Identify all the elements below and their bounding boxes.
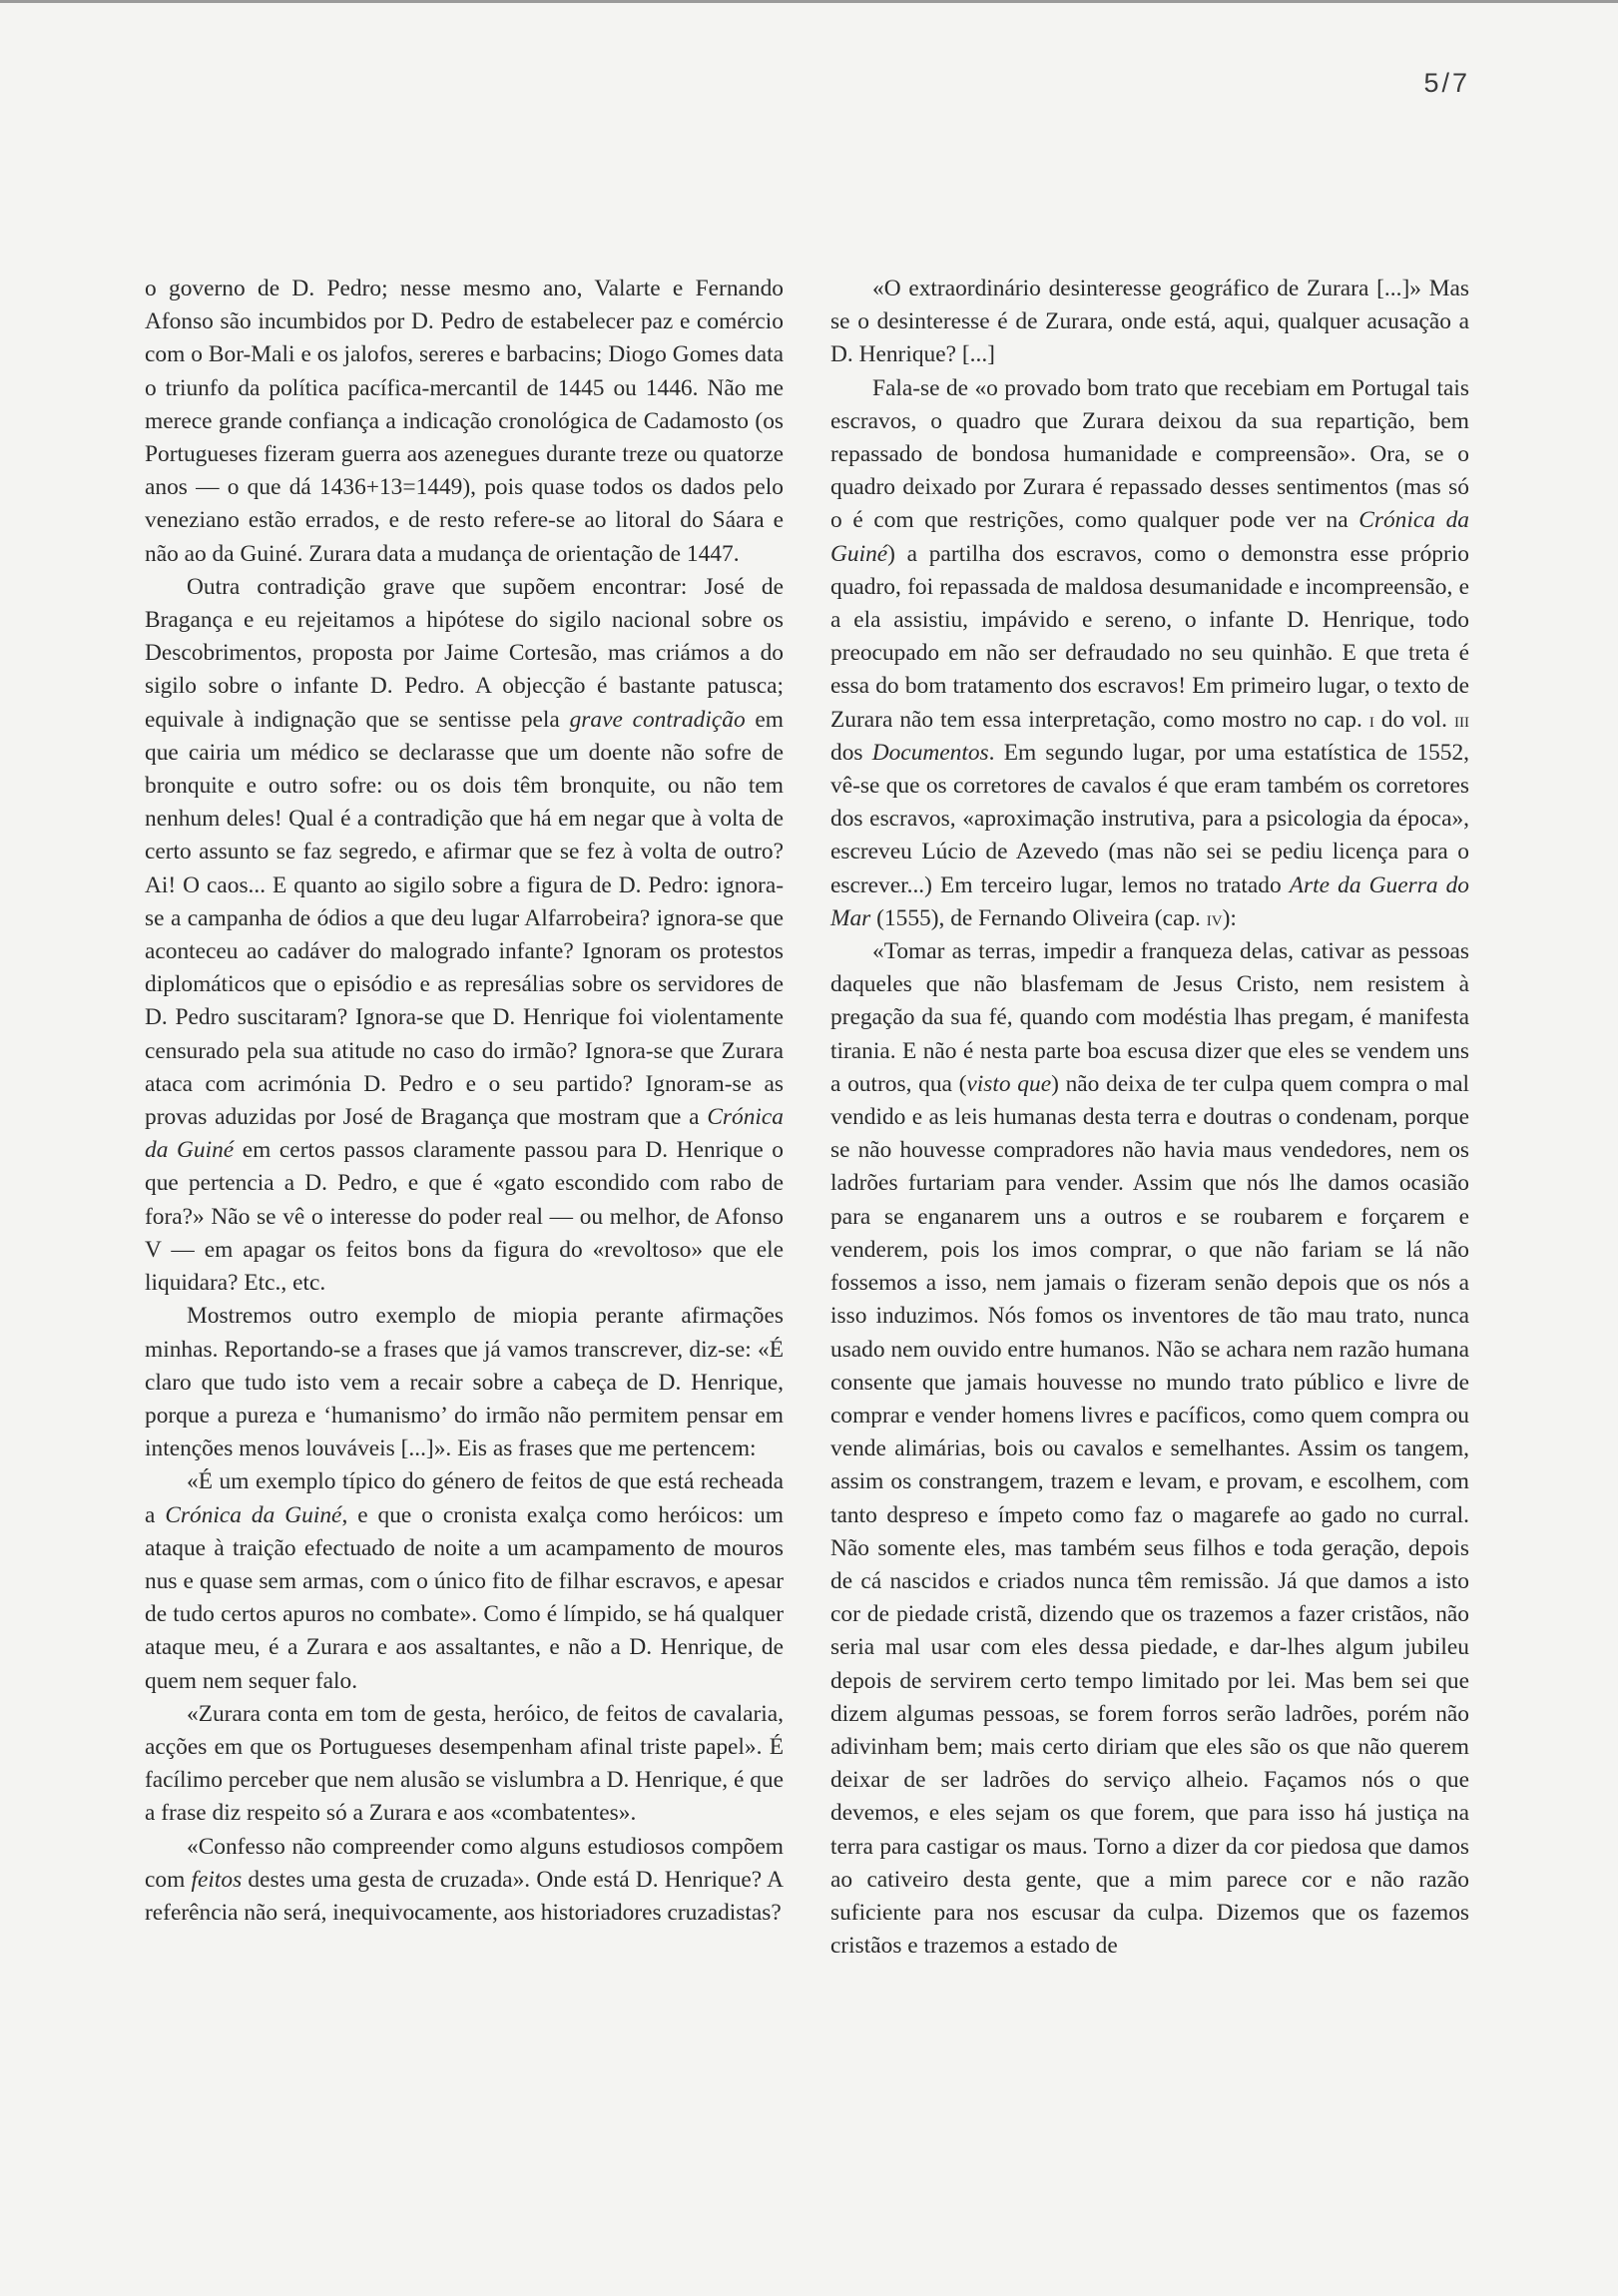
text-run: em certos passos claramente passou para D. Henrique o que pertencia a D. Pedro, e que é «gato escondido com rabo de fora?» Não se vê o interesse do poder real — ou melhor, de Afonso V — em apagar os feitos bons da figura do «revoltoso» que ele liquidara? Etc., etc. [145, 1137, 784, 1297]
paragraph [145, 1300, 784, 1465]
text-run: dos [830, 739, 872, 766]
italic-text: Arte da Guerra do Mar [830, 871, 1470, 931]
text-run: . Em segundo lugar, por uma estatística de 1552, vê-se que os corretores de cavalos é que eram também os corretores dos escravos, «aproximação instrutiva, para a psicologia da época», escreveu Lúcio de Azevedo (mas não sei se pediu licença para o escrever...) Em terceiro lugar, lemos no tratado [830, 739, 1469, 898]
text-run: ) a partilha dos escravos, como o demonstra esse próprio quadro, foi repassada de maldosa desumanidade e incompreensão, e a ela assistiu, impávido e sereno, o infante D. Henrique, todo preocupado em não ser defraudado no seu quinhão. E que treta é essa do bom tratamento dos escravos! Em primeiro lugar, o texto de Zurara não tem essa interpretação, como mostro no cap. [830, 540, 1469, 733]
text-run: (1555), de Fernando Oliveira (cap. [870, 904, 1207, 931]
right-text-column [830, 273, 1469, 1963]
paragraph [145, 1465, 784, 1697]
top-border-line [0, 0, 1618, 3]
text-run: , e que o cronista exalça como heróicos: um ataque à traição efectuado de noite a um acampamento de mouros nus e quase sem armas, com o único fito de filhar escravos, e apesar de tudo certos apuros no combate». Como é límpido, se há qualquer ataque meu, é a Zurara e aos assaltantes, e não a D. Henrique, de quem nem sequer falo. [145, 1501, 785, 1694]
italic-text: Crónica da Guiné [145, 1104, 784, 1164]
text-run: do vol. [1373, 706, 1454, 733]
paragraph [830, 935, 1469, 1963]
left-text-column [145, 273, 784, 1930]
text-run: «O extraordinário desinteresse geográfico de Zurara [...]» Mas se o desinteresse é de Zurara, onde está, aqui, qualquer acusação a D. Henrique? [...] [830, 276, 1469, 368]
paragraph [145, 571, 784, 1300]
text-run: Outra contradição grave que supõem encontrar: José de Bragança e eu rejeitamos a hipótese do sigilo nacional sobre os Descobrimentos, proposta por Jaime Cortesão, mas criámos a do sigilo sobre o infante D. Pedro. A objecção é bastante patusca; equivale à indignação que se sentisse pela [145, 573, 784, 733]
page-number: 5/7 [1423, 68, 1470, 98]
paragraph [830, 372, 1469, 935]
italic-text: Documentos [871, 739, 989, 766]
text-run: «Zurara conta em tom de gesta, heróico, de feitos de cavalaria, acções em que os Portugueses desempenham afinal triste papel». É facílimo perceber que nem alusão se vislumbra a D. Henrique, é que a frase diz respeito só a Zurara e aos «combatentes». [145, 1700, 784, 1827]
text-run: ): [1222, 904, 1237, 931]
italic-text: grave contradição [569, 706, 746, 733]
text-run: Mostremos outro exemplo de miopia perante afirmações minhas. Reportando-se a frases que já vamos transcrever, diz-se: «É claro que tudo isto vem a recair sobre a cabeça de D. Henrique, porque a pureza e ‘humanismo’ do irmão não permitem pensar em intenções menos louváveis [...]». Eis as frases que me pertencem: [145, 1303, 784, 1462]
text-run: «É um exemplo típico do género de feitos de que está recheada a [145, 1468, 784, 1528]
text-run: o governo de D. Pedro; nesse mesmo ano, Valarte e Fernando Afonso são incumbidos por D. Pedro de estabelecer paz e comércio com o Bor-Mali e os jalofos, sereres e barbacins; Diogo Gomes data o triunfo da política pacífica-mercantil de 1445 ou 1446. Não me merece grande confiança a indicação cronológica de Cadamosto (os Portugueses fizeram guerra aos azenegues durante treze ou quatorze anos — o que dá 1436+13=1449), pois quase todos os dados pelo veneziano estão errados, e de resto refere-se ao litoral do Sáara e não ao da Guiné. Zurara data a mudança de orientação de 1447. [145, 276, 784, 567]
italic-text: Crónica da Guiné [165, 1501, 342, 1528]
paragraph [145, 1698, 784, 1831]
italic-text: Crónica da Guiné [830, 507, 1469, 567]
text-run: ) não deixa de ter culpa quem compra o mal vendido e as leis humanas desta terra e doutras o condenam, porque se não houvesse compradores não havia maus vendedores, nem os ladrões furtariam para vender. Assim que nós lhe damos ocasião para se enganarem uns a outros e se roubarem e forçarem e venderem, pois los imos comprar, o que não fariam se lá não fossemos a isso, nem jamais o fizeram senão depois que os nós a isso induzimos. Nós fomos os inventores de tão mau trato, nunca usado nem ouvido entre humanos. Não se achara nem razão humana consente que jamais houvesse no mundo trato público e livre de comprar e vender homens livres e pacíficos, como quem compra ou vende alimárias, bois ou cavalos e semelhantes. Assim os tangem, assim os constrangem, trazem e levam, e provam, e escolhem, com tanto despreso e ímpeto como faz o magarefe ao gado no curral. Não somente eles, mas também seus filhos e toda geração, depois de cá nascidos e criados nunca têm remissão. Já que damos a isto cor de piedade cristã, dizendo que os trazemos a fazer cristãos, não seria mal usar com eles dessa piedade, e dar-lhes algum jubileu depois de servirem certo tempo limitado por lei. Mas bem sei que dizem algumas pessoas, se forem forros serão ladrões, porém não adivinham bem; mais certo diriam que eles são os que não querem deixar de ser ladrões do serviço alheio. Façamos nós o que devemos, e eles sejam os que forem, que para isso há justiça na terra para castigar os maus. Torno a dizer da cor piedosa que damos ao cativeiro desta gente, que a mim parece cor e não razão suficiente para nos escusar da culpa. Dizemos que os fazemos cristãos e trazemos a estado de [830, 1070, 1470, 1960]
text-run: iii [1454, 707, 1469, 732]
paragraph [145, 1831, 784, 1931]
text-run: Fala-se de «o provado bom trato que recebiam em Portugal tais escravos, o quadro que Zurara deixou da sua repartição, bem repassado de bondosa humanidade e compreensão». Ora, se o quadro deixado por Zurara é repassado desses sentimentos (mas só o é com que restrições, como qualquer pode ver na [830, 374, 1469, 534]
text-run: «Confesso não compreender como alguns estudiosos compõem com [145, 1833, 784, 1893]
text-run: i [1368, 707, 1374, 732]
paragraph [145, 273, 784, 571]
paragraph [830, 273, 1469, 372]
text-run: iv [1206, 905, 1223, 930]
italic-text: feitos [191, 1866, 243, 1893]
text-run: «Tomar as terras, impedir a franqueza delas, cativar as pessoas daqueles que não blasfemam de Jesus Cristo, nem resistem à pregação da sua fé, quando com modéstia lhas pregam, é manifesta tirania. E não é nesta parte boa escusa dizer que eles se vendem uns a outros, qua ( [830, 938, 1469, 1097]
text-run: em que cairia um médico se declarasse que um doente não sofre de bronquite e outro sofre: ou os dois têm bronquite, ou não tem nenhum deles! Qual é a contradição que há em negar que à volta de certo assunto se faz segredo, e afirmar que se fez à volta de outro? Ai! O caos... E quanto ao sigilo sobre a figura de D. Pedro: ignora-se a campanha de ódios a que deu lugar Alfarrobeira? ignora-se que aconteceu ao cadáver do malogrado infante? Ignoram os protestos diplomáticos que o episódio e as represálias sobre os servidores de D. Pedro suscitaram? Ignora-se que D. Henrique foi violentamente censurado pela sua atitude no caso do irmão? Ignora-se que Zurara ataca com acrimónia D. Pedro e o seu partido? Ignoram-se as provas aduzidas por José de Bragança que mostram que a [145, 706, 784, 1131]
text-run: destes uma gesta de cruzada». Onde está D. Henrique? A referência não será, inequivocamente, aos historiadores cruzadistas? [145, 1866, 784, 1926]
italic-text: visto que [966, 1070, 1052, 1097]
